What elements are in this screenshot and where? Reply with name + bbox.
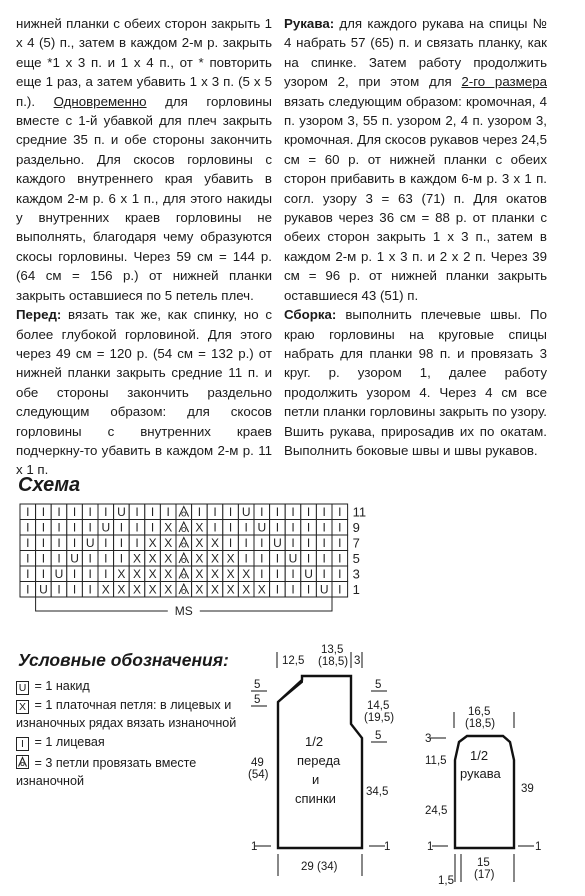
knit-stitch-icon: I [291, 567, 295, 581]
cross-stitch-icon: X [195, 536, 204, 550]
knit-stitch-icon: I [338, 551, 342, 566]
knit-stitch-icon: I [244, 536, 248, 550]
paragraph-back-shoulders [16, 14, 272, 305]
knit-stitch-icon: I [291, 520, 295, 535]
yarn-over-icon: U [39, 582, 48, 597]
body-label: и [312, 772, 320, 787]
cross-stitch-icon: X [195, 520, 204, 535]
knit-stitch-icon: I [41, 567, 46, 581]
yarn-over-icon: U [288, 551, 298, 566]
yarn-over-icon: U [117, 505, 126, 519]
knit-stitch-icon: I [72, 505, 77, 519]
knit-stitch-icon: I [322, 536, 326, 550]
knit-stitch-icon: I [26, 536, 30, 550]
dim-rib-left: 1 [251, 841, 258, 853]
knit-stitch-icon: I [135, 505, 139, 519]
knit-stitch-icon: I [41, 536, 46, 550]
knit-stitch-icon: I [88, 520, 92, 535]
knit-stitch-icon: I [275, 582, 280, 597]
cross-stitch-icon: X [210, 582, 220, 597]
knit-stitch-icon: I [275, 505, 280, 519]
sleeve-rib-left: 1 [427, 841, 434, 853]
knit-stitch-icon: I [244, 551, 248, 566]
text: нижней планки с обеих сторон закрыть 1 х 4 (5) п., затем в каждом 2-м р. закрыть еще *1 х 3 п. и 1 х 4 п., от * повторить еще 1 раз, а затем убавить 1 х 3 п. (5 х 5 п.). [16, 16, 272, 109]
knit-stitch-icon: I [88, 582, 92, 597]
knit-stitch-icon: I [26, 551, 30, 566]
yarn-over-icon: U [319, 582, 329, 597]
knit-stitch-icon: I [135, 520, 139, 535]
cross-stitch-icon: X [210, 567, 220, 581]
sleeve-dim-39: 39 [521, 783, 534, 795]
knit-stitch-icon: I [306, 536, 311, 550]
cross-stitch-icon: X [226, 567, 235, 581]
section-heading-assembly: Сборка: [284, 307, 337, 323]
dim-right-14-5: 14,5 [367, 700, 390, 712]
knit-stitch-icon: I [166, 505, 170, 519]
knit-stitch-icon: I [41, 520, 46, 535]
legend-item-garter-stitch [16, 697, 261, 732]
dim-left-5b: 5 [254, 694, 261, 706]
text: выполнить плечевые швы. По краю горловины на круговые спицы набрать для планки 98 п. и провязать 3 круг. р. узором 1, далее работу продолжить узором 4. Через 4 см все петли планки горловины закрыть по узору. Вшить рукава, приposадив их по окатам. Выполнить боковые швы и швы рукавов. [284, 307, 547, 458]
yarn-over-icon: U [273, 536, 282, 550]
knit-stitch-icon: I [26, 520, 30, 535]
knit-stitch-icon: I [213, 520, 217, 535]
cross-stitch-icon: X [226, 551, 235, 566]
sleeve-label: 1/2 [470, 748, 489, 763]
knit-stitch-icon: I [135, 536, 139, 550]
paragraph-assembly [284, 305, 547, 460]
knit-stitch-icon: I [41, 551, 46, 566]
knit-stitch-icon: I [260, 551, 264, 566]
cross-stitch-icon: X [164, 520, 173, 535]
knitting-chart [10, 498, 370, 626]
knit-stitch-icon: I [291, 505, 295, 519]
sleeve-dim-24-5: 24,5 [425, 805, 448, 817]
knit-stitch-icon: I [88, 567, 92, 581]
cross-stitch-icon: X [195, 567, 204, 581]
cross-stitch-icon: X [242, 582, 251, 597]
knit-stitch-icon: I [275, 551, 280, 566]
legend-text: = 3 петли провязать вместе изнаночной [16, 756, 197, 788]
section-heading-front: Перед: [16, 307, 62, 323]
dim-right-5b: 5 [375, 730, 382, 742]
knit-stitch-icon: I [88, 505, 92, 519]
knit-stitch-icon: I [57, 505, 61, 519]
knit-stitch-icon: I [291, 536, 295, 550]
text: вязать так же, как спинку, но с более глубокой горловиной. Для этого через 49 см = 120 р. (54 см = 132 р.) от нижней планки закрыть средние 11 п. и обе стороны закончить раздельно следующим образом: для скосов горловины с внутренних краев подчеркну-то убавить в каждом 2-м р. 11 х 1 п. [16, 307, 272, 478]
legend-item-yarn-over [16, 678, 261, 696]
cross-stitch-icon: X [148, 536, 157, 550]
cross-stitch-icon: X [164, 582, 173, 597]
body-label: переда [297, 753, 341, 768]
yarn-over-icon: U [101, 520, 111, 535]
cross-stitch-icon: X [117, 582, 126, 597]
cross-stitch-icon: X [210, 536, 220, 550]
yarn-over-icon: U [70, 551, 79, 566]
knit-stitch-icon: I [26, 505, 30, 519]
chart-row-number: 1 [352, 582, 360, 597]
sleeve-dim-top-alt: (18,5) [465, 718, 496, 730]
knit-stitch-icon: I [306, 582, 311, 597]
knit-stitch-icon: I [338, 582, 342, 597]
sleeve-rib-right: 1 [535, 841, 542, 853]
knit-stitch-icon: I [275, 520, 280, 535]
paragraph-front [16, 305, 272, 480]
legend-item-knit [16, 734, 261, 752]
cross-stitch-icon: X [148, 567, 157, 581]
dim-left-49: 49 [251, 757, 264, 769]
cross-stitch-icon: X [195, 582, 204, 597]
legend-text: = 1 платочная петля: в лицевых и изнаночных рядах вязать изнаночной [16, 698, 237, 730]
dim-neck-alt: (18,5) [318, 656, 349, 668]
dim-rib-right: 1 [384, 841, 391, 853]
knit-stitch-icon: I [228, 536, 233, 550]
knit-stitch-icon: I [72, 536, 77, 550]
text-column-right [284, 14, 547, 460]
underlined-text: Одновременно [53, 93, 147, 109]
dim-left-54: (54) [248, 769, 269, 781]
knit-stitch-icon: I [338, 505, 342, 519]
cross-stitch-icon: X [148, 551, 157, 566]
knit-stitch-icon: I [72, 567, 77, 581]
knit-stitch-icon: I [150, 520, 155, 535]
knit-stitch-icon: I [306, 520, 311, 535]
knit-stitch-icon: I [104, 505, 108, 519]
knit-stitch-icon: I [322, 567, 326, 581]
legend-text: = 1 накид [34, 679, 90, 693]
sleeve-dim-3: 3 [425, 733, 432, 745]
rapport-label: MS [174, 604, 193, 618]
knit-stitch-icon: I [150, 505, 155, 519]
knit-stitch-icon: I [72, 582, 77, 597]
sleeve-dim-11-5: 11,5 [425, 755, 447, 767]
dim-right-19-5: (19,5) [364, 712, 395, 724]
knit-stitch-icon: I [213, 505, 217, 519]
legend-text: = 1 лицевая [34, 735, 105, 749]
chart-row-number: 7 [352, 535, 360, 551]
cross-stitch-icon: X [164, 536, 173, 550]
knit-stitch-icon: I [228, 520, 233, 535]
knit-stitch-icon: I [228, 505, 233, 519]
cross-stitch-icon: X [132, 567, 142, 581]
dim-shoulder: 12,5 [282, 655, 305, 667]
dim-right-5a: 5 [375, 679, 382, 691]
body-label: 1/2 [305, 734, 324, 749]
knit-stitch-icon: I [306, 505, 311, 519]
body-label: спинки [295, 791, 336, 806]
sleeve-label: рукава [460, 766, 501, 781]
knit-stitch-icon: I [88, 551, 92, 566]
sleeve-dim-1-5: 1,5 [438, 875, 454, 887]
cross-stitch-icon: X [132, 551, 142, 566]
text: для горловины вместе с 1-й убавкой для плеч закрыть средние 35 п. и обе стороны закончить раздельно. Для скосов горловины с каждого внутреннего края убавить в каждом 2-м р. 6 х 1 п., для этого накиды у внутренних краев горловины не выполнять, благодаря чему образуются скосы горловины. Через 59 см = 144 р. (64 см = 156 р.) от нижней планки закрыть оставшиеся по 5 петель плеч. [16, 93, 272, 303]
knit-stitch-icon: I [338, 567, 342, 581]
chart-row-number: 11 [352, 504, 367, 520]
knit-stitch-icon: I [322, 505, 326, 519]
cross-stitch-icon: X [257, 582, 266, 597]
cross-stitch-icon: X [148, 582, 157, 597]
knit-stitch-icon: I [26, 582, 30, 597]
cross-stitch-icon: X [164, 551, 173, 566]
knit-stitch-icon: I [41, 505, 46, 519]
section-heading-sleeves: Рукава: [284, 16, 335, 31]
knit-stitch-icon: I [104, 551, 108, 566]
dim-body-width: 29 (34) [301, 861, 338, 873]
chart-row-number: 3 [352, 566, 360, 582]
yarn-over-icon: U [54, 567, 64, 581]
sleeve-dim-width: 15 [477, 857, 490, 869]
cross-stitch-icon: X [101, 582, 110, 597]
pattern-schematic [245, 640, 575, 890]
knit-stitch-icon: I [57, 536, 61, 550]
knit-stitch-icon: I [104, 536, 108, 550]
legend-item-decrease [16, 755, 261, 790]
cross-stitch-icon: X [195, 551, 204, 566]
yarn-over-icon: U [16, 681, 29, 695]
knit-stitch-icon: I [291, 582, 295, 597]
knit-stitch-icon: I [57, 582, 61, 597]
cross-stitch-icon: X [226, 582, 235, 597]
knit-stitch-icon: I [104, 567, 108, 581]
knit-stitch-icon: I [322, 520, 326, 535]
cross-stitch-icon: X [242, 567, 251, 581]
knit-stitch-icon: I [338, 520, 342, 535]
text: вязать следующим образом: кромочная, 4 п. узором 3, 55 п. узором 2, 4 п. узором 3, кромочная. Для скосов рукавов через 24,5 см = 60 р. от нижней планки с обеих сторон прибавить в каждом 6-м р. 3 х 1 п. согл. узору 3 = 63 (71) п. Для окатов рукавов через 36 см = 88 р. от планки с обеих сторон закрыть 1 х 3 п., затем в каждом 2-м р. 1 х 3 п. и 2 х 2 п. Через 39 см = 96 р. от нижней планки закрыть оставшиеся 43 (51) п. [284, 93, 547, 303]
yarn-over-icon: U [257, 520, 267, 535]
underlined-text: 2-го размера [461, 74, 547, 90]
legend-title: Условные обозначения: [18, 650, 229, 670]
text: для каждого рукава на спицы № 4 набрать 57 (65) п. и связать планку, как на спинке. Затем работу продолжить узором 2, при этом для [284, 16, 547, 90]
knit-stitch-icon: I [119, 536, 124, 550]
cross-stitch-icon: X [132, 582, 142, 597]
knit-stitch-icon: I [57, 551, 61, 566]
knit-stitch-icon: I [16, 737, 29, 751]
knit-stitch-icon: I [72, 520, 77, 535]
cross-stitch-icon: X [16, 700, 29, 714]
dim-neck-side: 3 [354, 655, 361, 667]
dim-neck: 13,5 [321, 644, 344, 656]
cross-stitch-icon: X [210, 551, 220, 566]
yarn-over-icon: U [241, 505, 251, 519]
knit-stitch-icon: I [275, 567, 280, 581]
knit-stitch-icon: I [119, 551, 124, 566]
knit-stitch-icon: I [260, 505, 264, 519]
scheme-title: Схема [18, 474, 81, 496]
triple-decrease-icon [16, 755, 29, 769]
knit-stitch-icon: I [306, 551, 311, 566]
knit-stitch-icon: I [57, 520, 61, 535]
chart-row-number: 9 [352, 520, 360, 535]
text-column-left [16, 14, 272, 480]
yarn-over-icon: U [85, 536, 95, 550]
knit-stitch-icon: I [260, 536, 264, 550]
sleeve-dim-top: 16,5 [468, 706, 491, 718]
cross-stitch-icon: X [164, 567, 173, 581]
knit-stitch-icon: I [322, 551, 326, 566]
knit-stitch-icon: I [338, 536, 342, 550]
knit-stitch-icon: I [119, 520, 124, 535]
knit-stitch-icon: I [197, 505, 202, 519]
knit-stitch-icon: I [26, 567, 30, 581]
dim-right-34-5: 34,5 [366, 786, 389, 798]
paragraph-sleeves [284, 14, 547, 305]
sleeve-dim-width-alt: (17) [474, 869, 495, 881]
cross-stitch-icon: X [117, 567, 126, 581]
chart-row-number: 5 [352, 551, 360, 566]
yarn-over-icon: U [304, 567, 313, 581]
knit-stitch-icon: I [260, 567, 264, 581]
knit-stitch-icon: I [244, 520, 248, 535]
dim-left-5a: 5 [254, 679, 261, 691]
